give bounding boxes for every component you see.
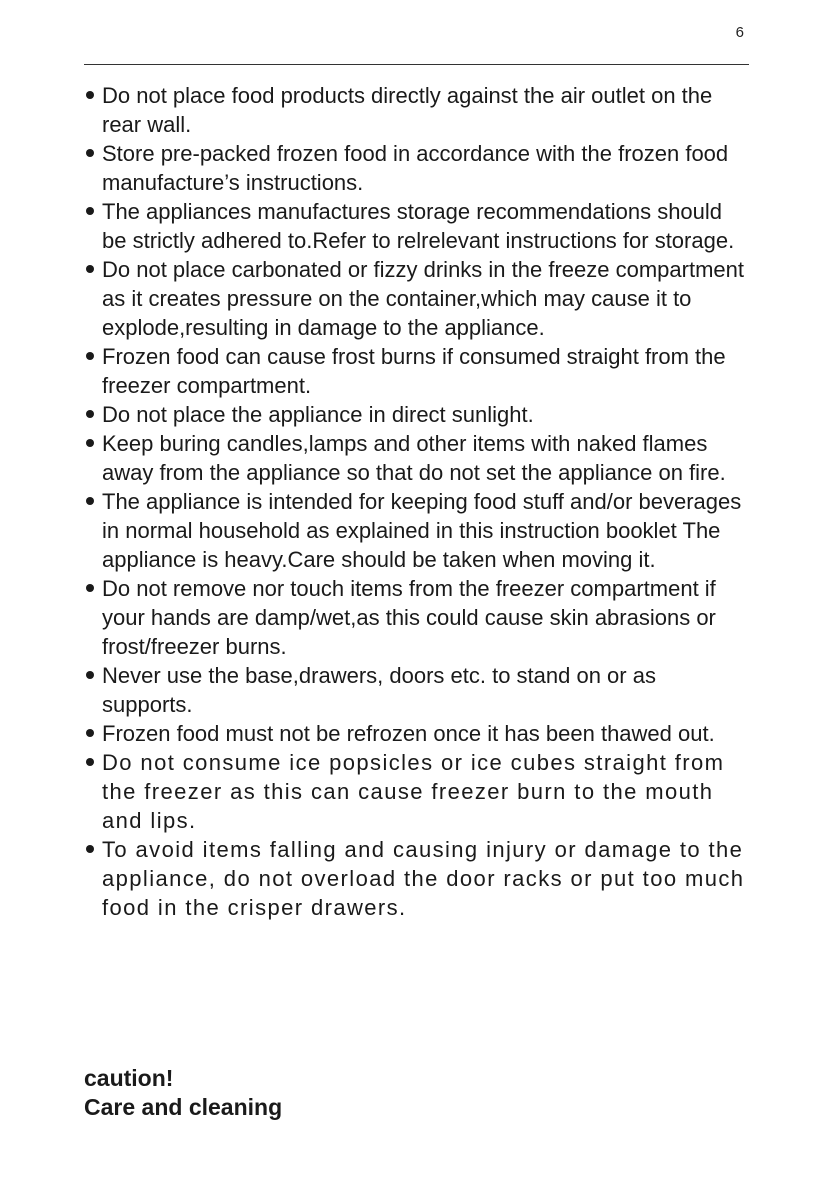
list-item xyxy=(84,661,752,719)
list-item-text: Do not place the appliance in direct sunlight. xyxy=(102,402,534,427)
bullet-dot-icon xyxy=(86,149,94,157)
list-item-text: Do not place food products directly against the air outlet on the rear wall. xyxy=(102,83,713,137)
list-item-text: Frozen food must not be refrozen once it has been thawed out. xyxy=(102,721,715,746)
bullet-dot-icon xyxy=(86,207,94,215)
list-item xyxy=(84,487,752,574)
page-number: 6 xyxy=(735,24,744,41)
bullet-dot-icon xyxy=(86,439,94,447)
list-item xyxy=(84,400,752,429)
list-item-text: The appliances manufactures storage recommendations should be strictly adhered to.Refer to relrelevant instructions for storage. xyxy=(102,199,735,253)
caution-heading: caution! xyxy=(84,1065,174,1091)
list-item-text: Do not consume ice popsicles or ice cubes straight from the freezer as this can cause freezer burn to the mouth and lips. xyxy=(102,750,725,833)
list-item-text: To avoid items falling and causing injury or damage to the appliance, do not overload the door racks or put too much food in the crisper drawers. xyxy=(102,837,745,920)
list-item-text: Keep buring candles,lamps and other items with naked flames away from the appliance so that do not set the appliance on fire. xyxy=(102,431,726,485)
list-item xyxy=(84,835,752,922)
list-item-text: Never use the base,drawers, doors etc. to stand on or as supports. xyxy=(102,663,656,717)
safety-bullet-list xyxy=(84,81,752,922)
list-item xyxy=(84,255,752,342)
list-item xyxy=(84,342,752,400)
care-and-cleaning-heading: Care and cleaning xyxy=(84,1094,283,1120)
list-item xyxy=(84,81,752,139)
bullet-dot-icon xyxy=(86,845,94,853)
list-item xyxy=(84,197,752,255)
bullet-dot-icon xyxy=(86,497,94,505)
bullet-dot-icon xyxy=(86,729,94,737)
list-item xyxy=(84,719,752,748)
list-item-text: Do not remove nor touch items from the freezer compartment if your hands are damp/wet,as this could cause skin abrasions or frost/freezer burns. xyxy=(102,576,716,659)
bullet-dot-icon xyxy=(86,265,94,273)
bullet-dot-icon xyxy=(86,91,94,99)
bullet-dot-icon xyxy=(86,671,94,679)
section-headings xyxy=(84,1064,752,1122)
list-item xyxy=(84,574,752,661)
bullet-dot-icon xyxy=(86,352,94,360)
list-item xyxy=(84,139,752,197)
list-item-text: Store pre-packed frozen food in accordance with the frozen food manufacture’s instructions. xyxy=(102,141,729,195)
bullet-dot-icon xyxy=(86,584,94,592)
bullet-dot-icon xyxy=(86,758,94,766)
list-item-text: The appliance is intended for keeping food stuff and/or beverages in normal household as explained in this instruction booklet The appliance is heavy.Care should be taken when moving it. xyxy=(102,489,742,572)
bullet-dot-icon xyxy=(86,410,94,418)
list-item-text: Frozen food can cause frost burns if consumed straight from the freezer compartment. xyxy=(102,344,726,398)
list-item xyxy=(84,748,752,835)
header-divider xyxy=(84,64,749,65)
list-item xyxy=(84,429,752,487)
list-item-text: Do not place carbonated or fizzy drinks in the freeze compartment as it creates pressure on the container,which may cause it to explode,resulting in damage to the appliance. xyxy=(102,257,744,340)
